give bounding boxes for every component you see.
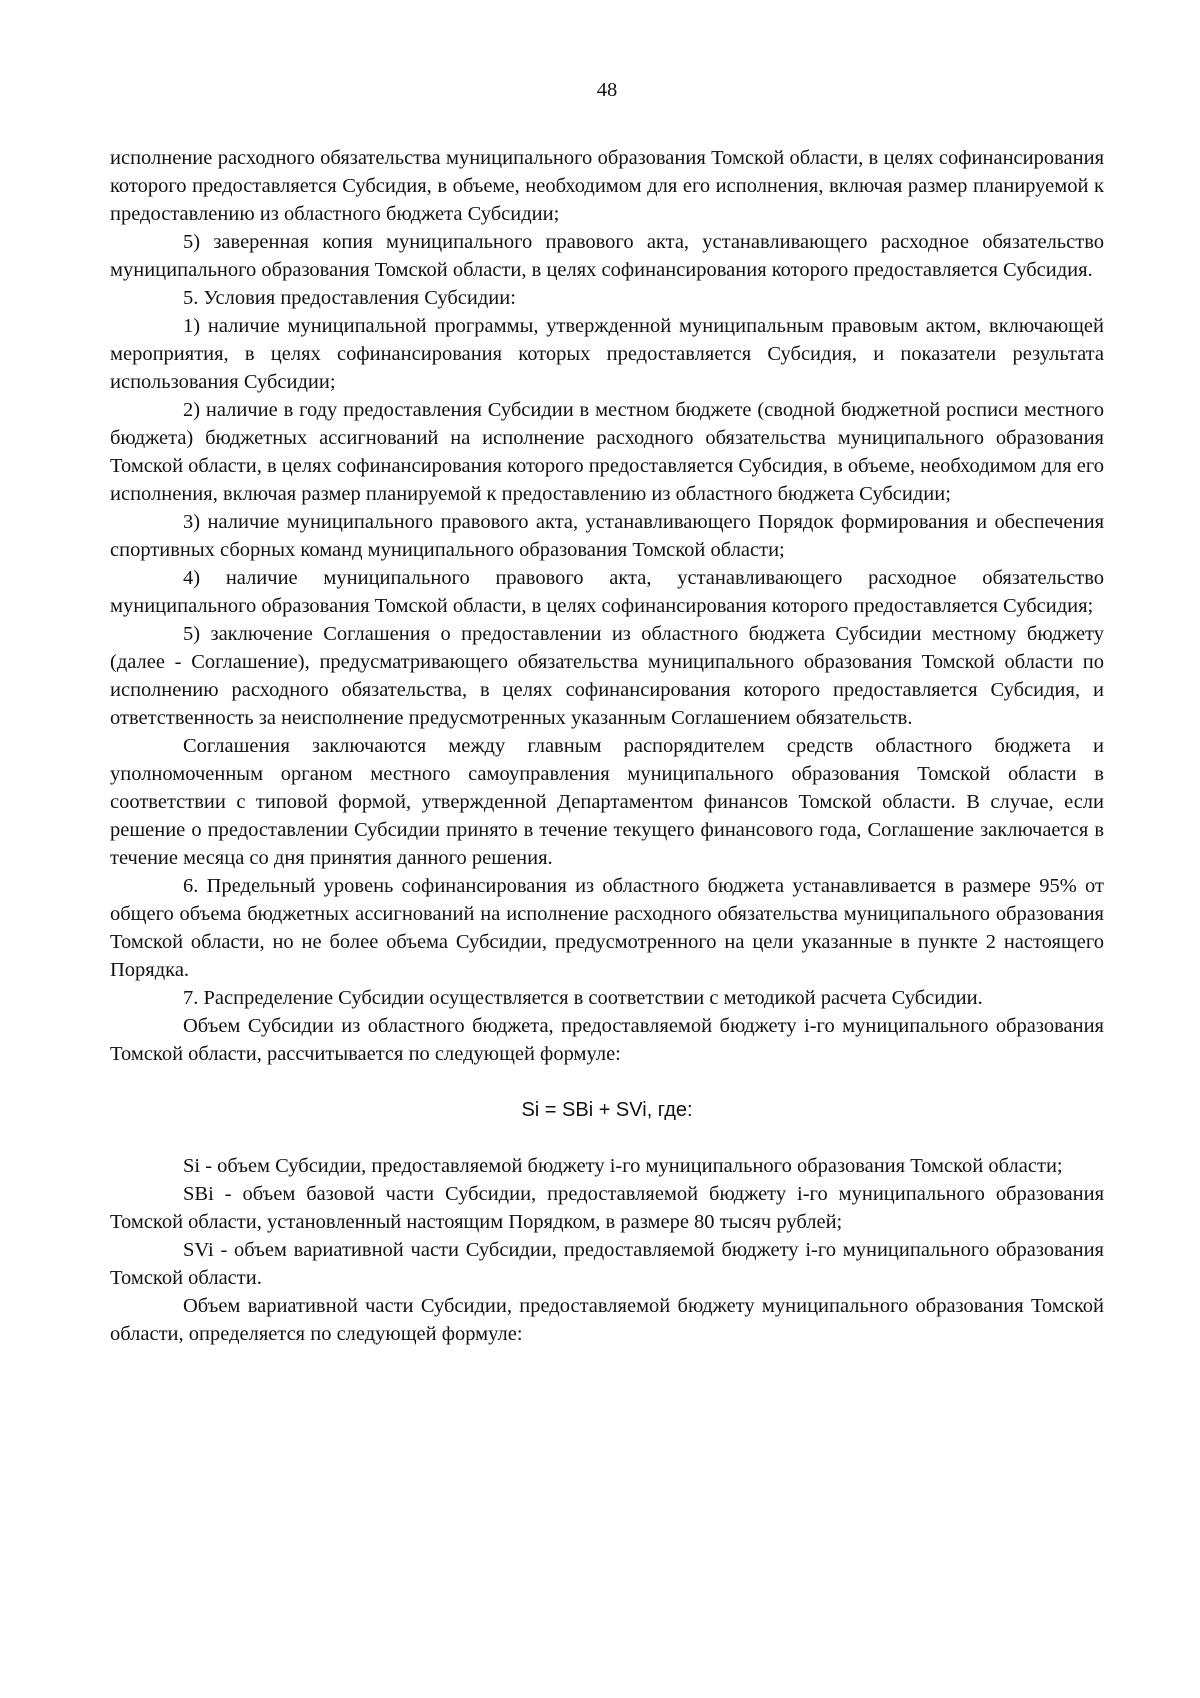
definition: SBi - объем базовой части Субсидии, предоставляемой бюджету i-го муниципального образования Томской области, установленный настоящим Порядком, в размере 80 тысяч рублей; (110, 1183, 1104, 1233)
section-heading: 5. Условия предоставления Субсидии: (183, 287, 516, 309)
document-body (110, 144, 1104, 1348)
paragraph: Объем вариативной части Субсидии, предоставляемой бюджету муниципального образования Томской области, определяется по следующей формуле: (110, 1295, 1104, 1345)
paragraph: 4) наличие муниципального правового акта, устанавливающего расходное обязательство муниципального образования Томской области, в целях софинансирования которого предоставляется Субсидия; (110, 567, 1104, 617)
paragraph: 1) наличие муниципальной программы, утвержденной муниципальным правовым актом, включающей мероприятия, в целях софинансирования которых предоставляется Субсидия, и показатели результата использования Субсидии; (110, 315, 1104, 393)
paragraph: 5) заверенная копия муниципального правового акта, устанавливающего расходное обязательство муниципального образования Томской области, в целях софинансирования которого предоставляется Субсидия. (110, 231, 1104, 281)
paragraph: Объем Субсидии из областного бюджета, предоставляемой бюджету i-го муниципального образования Томской области, рассчитывается по следующей формуле: (110, 1015, 1104, 1065)
formula: Si = SBi + SVi, где: (521, 1099, 693, 1121)
paragraph: 5) заключение Соглашения о предоставлении из областного бюджета Субсидии местному бюджету (далее - Соглашение), предусматривающего обязательства муниципального образования Томской области по исполнению расходного обязательства, в целях софинансирования которого предоставляется Субсидия, и ответственность за неисполнение предусмотренных указанным Соглашением обязательств. (110, 623, 1104, 729)
definition: Si - объем Субсидии, предоставляемой бюджету i-го муниципального образования Томской области; (183, 1155, 1063, 1177)
paragraph: Соглашения заключаются между главным распорядителем средств областного бюджета и уполномоченным органом местного самоуправления муниципального образования Томской области в соответствии с типовой формой, утвержденной Департаментом финансов Томской области. В случае, если решение о предоставлении Субсидии принято в течение текущего финансового года, Соглашение заключается в течение месяца со дня принятия данного решения. (110, 735, 1104, 869)
paragraph-continuation: исполнение расходного обязательства муниципального образования Томской области, в целях софинансирования которого предоставляется Субсидия, в объеме, необходимом для его исполнения, включая размер планируемой к предоставлению из областного бюджета Субсидии; (110, 147, 1104, 225)
paragraph: 6. Предельный уровень софинансирования из областного бюджета устанавливается в размере 95% от общего объема бюджетных ассигнований на исполнение расходного обязательства муниципального образования Томской области, но не более объема Субсидии, предусмотренного на цели указанные в пункте 2 настоящего Порядка. (110, 875, 1104, 981)
paragraph: 2) наличие в году предоставления Субсидии в местном бюджете (сводной бюджетной росписи местного бюджета) бюджетных ассигнований на исполнение расходного обязательства муниципального образования Томской области, в целях софинансирования которого предоставляется Субсидия, в объеме, необходимом для его исполнения, включая размер планируемой к предоставлению из областного бюджета Субсидии; (110, 399, 1104, 505)
paragraph: 3) наличие муниципального правового акта, устанавливающего Порядок формирования и обеспечения спортивных сборных команд муниципального образования Томской области; (110, 511, 1104, 561)
paragraph: 7. Распределение Субсидии осуществляется в соответствии с методикой расчета Субсидии. (183, 987, 983, 1009)
page-number: 48 (596, 79, 618, 101)
definition: SVi - объем вариативной части Субсидии, предоставляемой бюджету i-го муниципального образования Томской области. (110, 1239, 1104, 1289)
